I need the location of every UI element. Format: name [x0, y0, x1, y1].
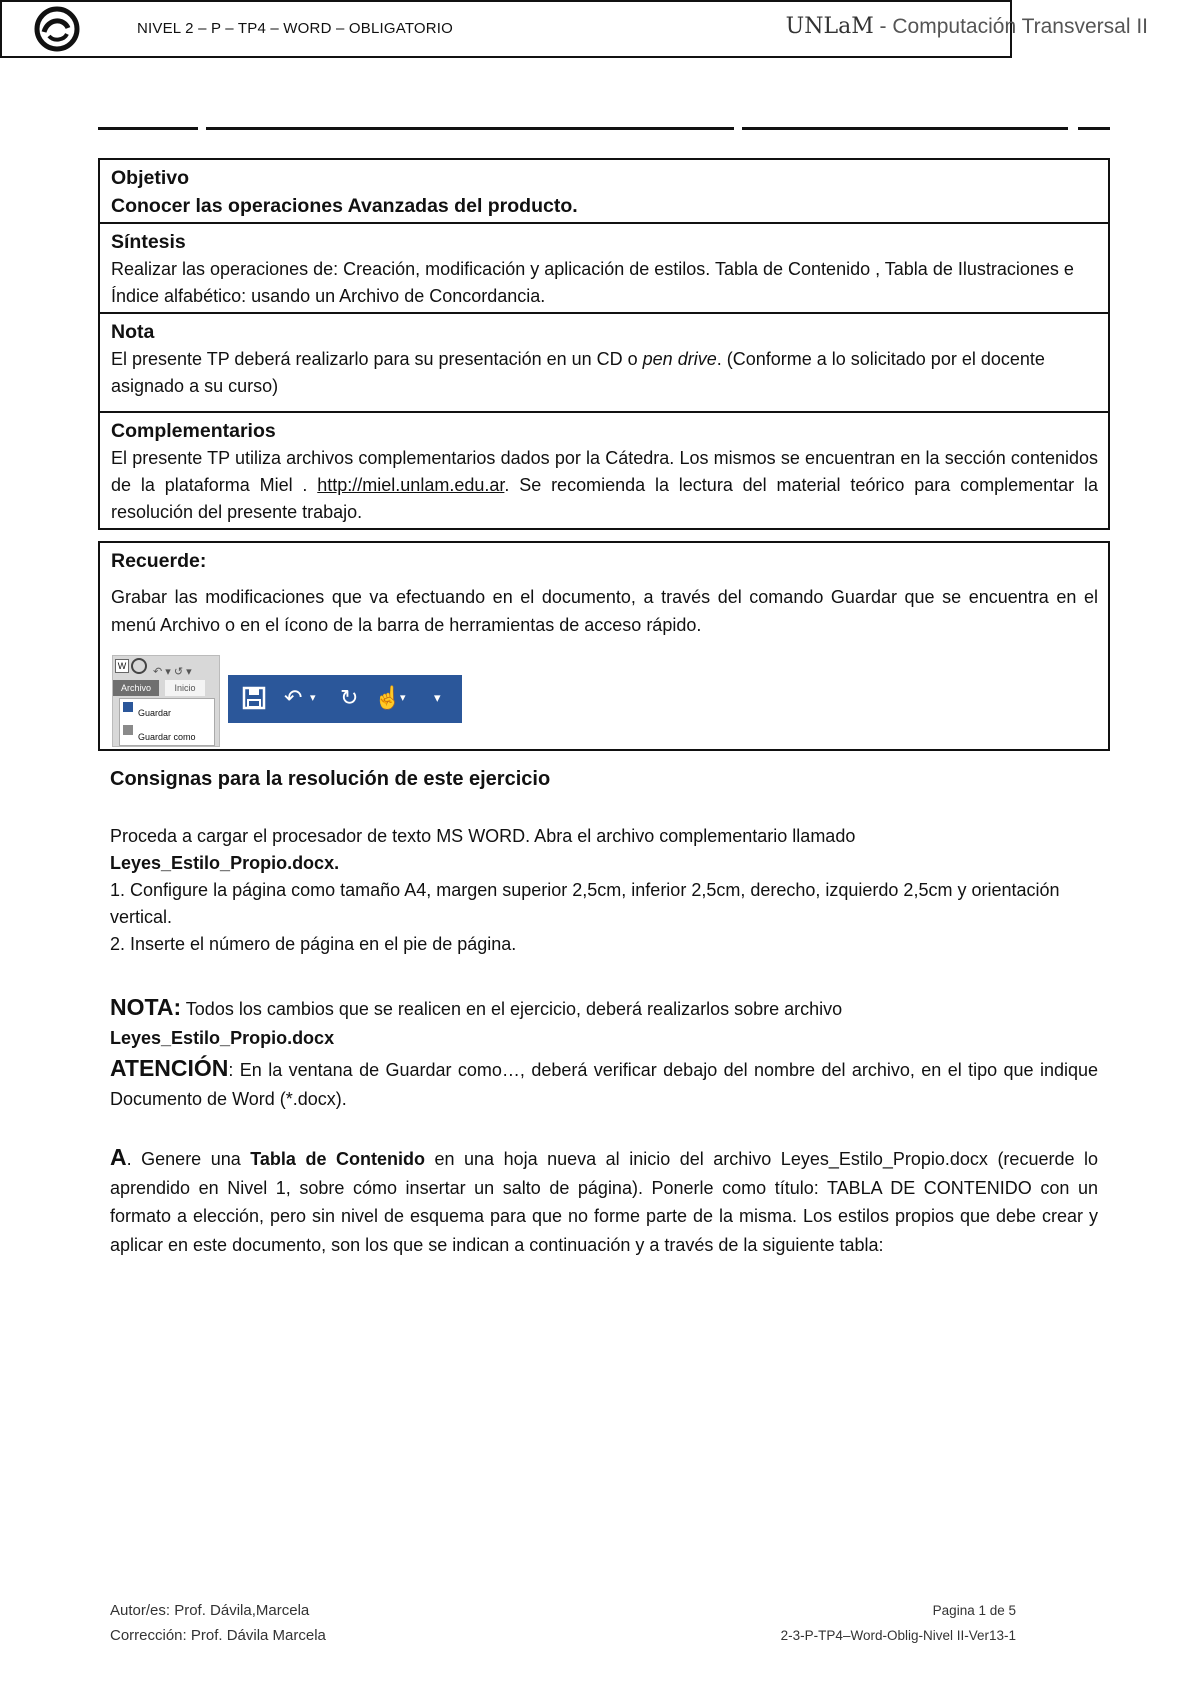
guardar-como-menu-item[interactable]: Guardar como: [138, 732, 196, 742]
page-header: [0, 0, 1148, 58]
consignas-item-2: [110, 931, 1098, 958]
customize-qat-icon[interactable]: ▾: [434, 690, 441, 705]
nota-text: Todos los cambios que se realicen en el ejercicio, deberá realizarlos sobre archivo: [181, 999, 843, 1019]
footer-correccion: Corrección: Prof. Dávila Marcela: [110, 1627, 326, 1644]
nota-text-a: El presente TP deberá realizarlo para su presentación en un CD o: [111, 349, 643, 369]
nota-text-b: . (Conforme a lo solicitado por el docente asignado a su curso): [111, 349, 1045, 396]
office2010-file-menu-screenshot: [112, 655, 220, 747]
undo-icon[interactable]: ↶: [284, 685, 303, 710]
consignas-block: [110, 823, 1098, 958]
complementarios-text-a: El presente TP utiliza archivos complementarios dados por la Cátedra. Los mismos se encuentran en la sección contenidos de la plataforma Miel .: [111, 448, 1098, 495]
nota-file: Leyes_Estilo_Propio.docx: [110, 1028, 335, 1048]
footer-right: [781, 1598, 1016, 1648]
qat-icons: ↶ ▾ ↺ ▾: [153, 666, 192, 678]
guardar-menu-item[interactable]: Guardar: [138, 708, 172, 718]
footer-left: [110, 1598, 326, 1648]
sintesis-box: [98, 222, 1110, 314]
header-title: NIVEL 2 – P – TP4 – WORD – OBLIGATORIO: [137, 20, 454, 37]
nota-box: [98, 312, 1110, 413]
footer-codigo: 2-3-P-TP4–Word-Oblig-Nivel II-Ver13-1: [780, 1628, 1016, 1643]
header-brand: [786, 13, 1148, 39]
punto-a-label: A: [110, 1144, 127, 1170]
brand-unlam: UNLaM: [785, 14, 874, 39]
consignas-filename: Leyes_Estilo_Propio.docx.: [110, 853, 340, 873]
punto-a-bold: Tabla de Contenido: [250, 1149, 425, 1169]
punto-a-dot: .: [126, 1149, 132, 1169]
office2016-quick-access-toolbar: [228, 675, 462, 723]
inicio-tab[interactable]: Inicio: [165, 680, 205, 696]
save-highlight-icon: [131, 658, 147, 674]
item-2-text: Inserte el número de página en el pie de página.: [125, 934, 517, 954]
consignas-item-1: [110, 877, 1098, 931]
file-menu-panel: [119, 698, 215, 746]
word-icon: W: [115, 659, 129, 673]
atencion-text: : En la ventana de Guardar como…, deberá verificar debajo del nombre del archivo, en el tipo que indique Documento de Word (*.docx).: [110, 1060, 1098, 1109]
objetivo-box: [98, 158, 1110, 224]
punto-a-text-b: en una hoja nueva al inicio del archivo Leyes_Estilo_Propio.docx (recuerde lo aprendido en Nivel 1, sobre cómo insertar un salto de página). Ponerle como título: TABLA DE CONTENIDO con un formato a elección, pero sin nivel de esquema para que no forme parte de la misma. Los estilos propios que debe crear y aplicar en este documento, son los que se indican a continuación y a través de la siguiente tabla:: [110, 1149, 1099, 1255]
consignas-title: Consignas para la resolución de este ejercicio: [110, 768, 551, 790]
objetivo-text: Conocer las operaciones Avanzadas del producto.: [111, 195, 578, 217]
atencion-label: ATENCIÓN: [110, 1055, 229, 1081]
sintesis-text: Realizar las operaciones de: Creación, modificación y aplicación de estilos. Tabla de Contenido , Tabla de Ilustraciones e Índice alfabético: usando un Archivo de Concordancia.: [111, 259, 1074, 306]
header-underline: [98, 127, 1110, 131]
objetivo-heading: Objetivo: [111, 167, 190, 189]
footer-autor: Autor/es: Prof. Dávila,Marcela: [110, 1602, 310, 1619]
nota-heading: Nota: [111, 321, 155, 343]
recuerde-text: Grabar las modificaciones que va efectuando en el documento, a través del comando Guardar que se encuentra en el menú Archivo o en el ícono de la barra de herramientas de acceso rápido.: [111, 587, 1098, 635]
brand-rest: Computación Transversal II: [892, 15, 1148, 38]
atencion-paragraph: [110, 1054, 1098, 1114]
complementarios-heading: Complementarios: [111, 420, 276, 442]
complementarios-box: [98, 411, 1110, 530]
item-1-text: Configure la página como tamaño A4, margen superior 2,5cm, inferior 2,5cm, derecho, izquierdo 2,5cm y orientación vertical.: [110, 880, 1060, 927]
redo-icon[interactable]: ↻: [340, 685, 359, 710]
guardar-menu-icon: [123, 702, 133, 712]
archivo-tab[interactable]: Archivo: [113, 680, 159, 696]
nota-text: [111, 346, 1098, 400]
complementarios-text-b: . Se recomienda la lectura del material teórico para complementar la resolución del presente trabajo.: [111, 475, 1098, 522]
complementarios-text: [111, 445, 1098, 526]
recuerde-box: [98, 541, 1110, 751]
punto-a-text-a: Genere una: [131, 1149, 251, 1169]
touch-mode-icon[interactable]: ☝: [374, 685, 402, 710]
guardar-como-menu-icon: [123, 725, 133, 735]
nota-label: NOTA:: [110, 994, 182, 1020]
item-2-num: 2.: [110, 934, 126, 954]
brand-sep: -: [873, 15, 893, 38]
miel-link[interactable]: http://miel.unlam.edu.ar: [317, 475, 505, 495]
consignas-intro: Proceda a cargar el procesador de texto MS WORD. Abra el archivo complementario llamado: [110, 826, 856, 846]
punto-a-paragraph: [110, 1143, 1098, 1259]
footer-pagina: Pagina 1 de 5: [932, 1603, 1016, 1618]
unlam-logo-icon: [34, 6, 80, 52]
undo-dropdown-icon[interactable]: ▾: [310, 692, 316, 704]
touch-dropdown-icon[interactable]: ▾: [400, 692, 406, 704]
item-1-num: 1.: [110, 880, 126, 900]
nota-text-italic: pen drive: [642, 349, 717, 369]
save-icon[interactable]: [242, 686, 266, 710]
sintesis-heading: Síntesis: [111, 231, 186, 253]
nota-paragraph: [110, 993, 1098, 1053]
recuerde-heading: Recuerde:: [111, 550, 207, 572]
